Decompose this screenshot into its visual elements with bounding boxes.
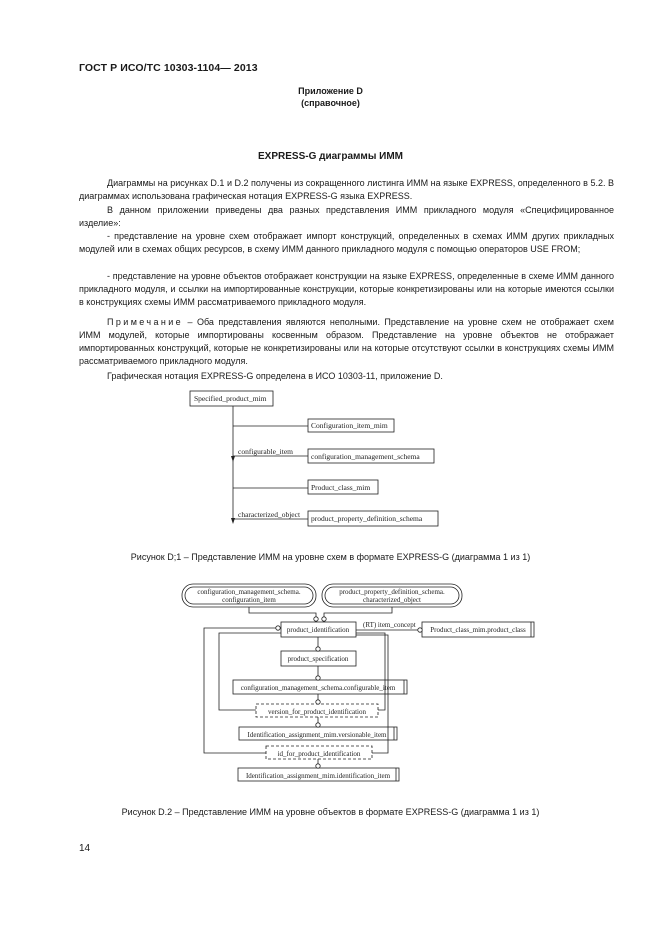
schema-label-2: configuration_management_schema (311, 452, 420, 461)
relation-end-icon (276, 626, 280, 630)
relation-end-icon (316, 676, 320, 680)
figure-d1-diagram (0, 380, 661, 550)
relation-end-icon (418, 628, 422, 632)
label-product-specification: product_specification (287, 655, 349, 663)
relation-end-icon (316, 723, 320, 727)
label-item-concept: (RT) item_concept (363, 621, 416, 629)
label-version-for: version_for_product_identification (268, 708, 366, 716)
ref-text-1a: configuration_management_schema. (197, 588, 301, 596)
arrow-down-icon (231, 456, 235, 462)
arrow-down-icon (231, 518, 235, 524)
note-paragraph (79, 316, 614, 368)
label-product-class: Product_class_mim.product_class (430, 626, 526, 634)
page-number: 14 (79, 843, 91, 854)
relation-end-icon (316, 764, 320, 768)
figure-d2-caption: Рисунок D.2 – Представление ИММ на уровне объектов в формате EXPRESS-G (диаграмма 1 из 1) (121, 807, 540, 817)
ref-text-2a: product_property_definition_schema. (339, 588, 445, 596)
relation-end-icon (314, 617, 318, 621)
label-identification-versionable: Identification_assignment_mim.versionable_item (247, 731, 387, 739)
standard-designation: ГОСТ Р ИСО/ТС 10303-1104— 2013 (79, 62, 258, 74)
label-configurable-item: configuration_management_schema.configurable_item (240, 684, 396, 692)
paragraph-representations: В данном приложении приведены два разных представления ИММ прикладного модуля «Специфицированное изделие»: (79, 205, 614, 228)
section-heading: EXPRESS-G диаграммы ИММ (258, 151, 403, 162)
schema-label-1: Configuration_item_mim (311, 421, 388, 430)
ref-text-2b: characterized_object (363, 596, 421, 604)
note-label: Примечание (107, 317, 184, 327)
link-label-characterized: characterized_object (238, 510, 301, 519)
annex-title: Приложение D (298, 86, 363, 96)
link-label-configurable: configurable_item (238, 447, 293, 456)
annex-subtitle: (справочное) (301, 98, 360, 108)
paragraph-schema-level: - представление на уровне схем отображает импорт конструкций, определенных в схемах ИММ других прикладных модулей или в схемах общих ресурсов, в схему ИММ данного прикладного модуля с помощью операторов USE FROM; (79, 231, 614, 254)
paragraph-notation: Графическая нотация EXPRESS-G определена в ИСО 10303-11, приложение D. (107, 371, 443, 381)
relation-end-icon (316, 700, 320, 704)
relation-end-icon (316, 647, 320, 651)
ref-text-1b: configuration_item (222, 596, 276, 604)
note-text: – Оба представления являются неполными. Представление на уровне схем не отображает схем ИММ модулей, которые импортированы косвенным образом. Представление на уровне объектов не отображает импортированных конструкций, которые не конкретизированы или на которые отсутствуют ссылки в конструкциях схемы ИММ рассматриваемого прикладного модуля. (79, 317, 614, 366)
schema-label-3: Product_class_mim (311, 483, 371, 492)
label-product-identification: product_identification (286, 626, 350, 634)
figure-d2-diagram (0, 578, 661, 788)
label-id-for: id_for_product_identification (277, 750, 361, 758)
label-identification-item: Identification_assignment_mim.identification_item (245, 772, 391, 780)
figure-d1-caption: Рисунок D;1 – Представление ИММ на уровне схем в формате EXPRESS-G (диаграмма 1 из 1) (130, 552, 531, 562)
schema-label-4: product_property_definition_schema (311, 514, 423, 523)
paragraph-entity-level: - представление на уровне объектов отображает конструкции на языке EXPRESS, определенные в схеме ИММ данного прикладного модуля, и ссылки на импортированные конструкции, которые конкретизированы или на которые имеются ссылки в конструкциях схемы ИММ рассматриваемого прикладного модуля. (79, 271, 614, 307)
relation-end-icon (322, 617, 326, 621)
paragraph-intro: Диаграммы на рисунках D.1 и D.2 получены из сокращенного листинга ИММ на языке EXPRESS, определенного в 5.2. В диаграммах использована графическая нотация EXPRESS-G языка EXPRESS. (79, 178, 614, 201)
main-schema-label: Specified_product_mim (194, 394, 267, 403)
